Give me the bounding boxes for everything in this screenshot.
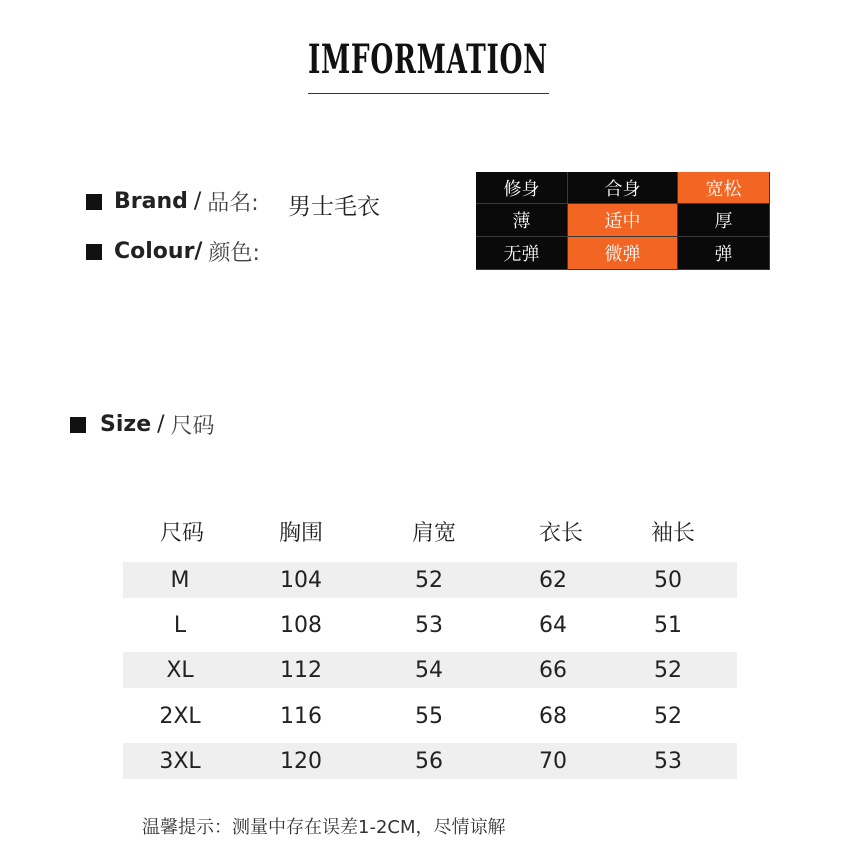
table-cell: 3XL	[159, 748, 201, 774]
table-cell: 52	[654, 657, 682, 683]
bullet-square-icon	[86, 194, 102, 210]
table-row	[123, 562, 737, 598]
fit-cell: 薄	[476, 204, 568, 237]
table-cell: 66	[539, 657, 567, 683]
table-cell: 54	[415, 657, 443, 683]
measurement-note: 温馨提示：测量中存在误差1-2CM，尽情谅解	[142, 817, 506, 838]
brand-label-cn: 品名:	[207, 191, 259, 216]
table-cell: 116	[280, 703, 322, 729]
fit-cell: 弹	[678, 237, 770, 270]
title-underline	[308, 93, 549, 94]
table-cell: 52	[654, 703, 682, 729]
brand-row	[86, 186, 259, 217]
table-cell: 120	[280, 748, 322, 774]
table-cell: 112	[280, 657, 322, 683]
fit-cell: 修身	[476, 172, 568, 204]
colour-label-cn: 颜色:	[208, 241, 260, 266]
separator: /	[157, 412, 165, 437]
table-cell: 55	[415, 703, 443, 729]
table-cell: 50	[654, 567, 682, 593]
table-cell: 104	[280, 567, 322, 593]
table-cell: 70	[539, 748, 567, 774]
table-cell: 64	[539, 612, 567, 638]
table-row	[123, 743, 737, 779]
table-cell: XL	[166, 657, 194, 683]
fit-cell: 无弹	[476, 237, 568, 270]
table-cell: L	[173, 612, 187, 638]
size-label-cn: 尺码	[170, 414, 215, 439]
colour-label-en: Colour/	[114, 239, 203, 264]
fit-cell: 宽松	[678, 172, 770, 204]
table-cell: 51	[654, 612, 682, 638]
brand-value: 男士毛衣	[288, 194, 380, 220]
fit-cell: 合身	[568, 172, 678, 204]
separator: /	[193, 189, 202, 214]
fit-cell: 微弹	[568, 237, 678, 270]
size-table-header-cell: 肩宽	[411, 520, 456, 546]
table-row	[123, 607, 737, 643]
size-section-heading	[70, 409, 215, 440]
table-cell: 52	[415, 567, 443, 593]
size-table-header-cell: 胸围	[278, 520, 323, 546]
bullet-square-icon	[70, 417, 86, 433]
table-row	[123, 698, 737, 734]
size-label-en: Size	[100, 412, 152, 437]
colour-row	[86, 236, 260, 267]
bullet-square-icon	[86, 244, 102, 260]
table-cell: M	[170, 567, 190, 593]
table-cell: 53	[654, 748, 682, 774]
table-cell: 56	[415, 748, 443, 774]
fit-cell: 适中	[568, 204, 678, 237]
size-table-header	[0, 514, 856, 548]
size-table-header-cell: 袖长	[650, 520, 695, 546]
fit-attribute-table	[476, 172, 770, 270]
size-table-header-cell: 衣长	[538, 520, 583, 546]
size-table-header-cell: 尺码	[159, 520, 204, 546]
table-cell: 53	[415, 612, 443, 638]
table-cell: 62	[539, 567, 567, 593]
table-cell: 108	[280, 612, 322, 638]
table-cell: 2XL	[159, 703, 201, 729]
page-title: IMFORMATION	[308, 36, 548, 83]
fit-cell: 厚	[678, 204, 770, 237]
table-cell: 68	[539, 703, 567, 729]
table-row	[123, 652, 737, 688]
brand-label-en: Brand	[114, 189, 188, 214]
